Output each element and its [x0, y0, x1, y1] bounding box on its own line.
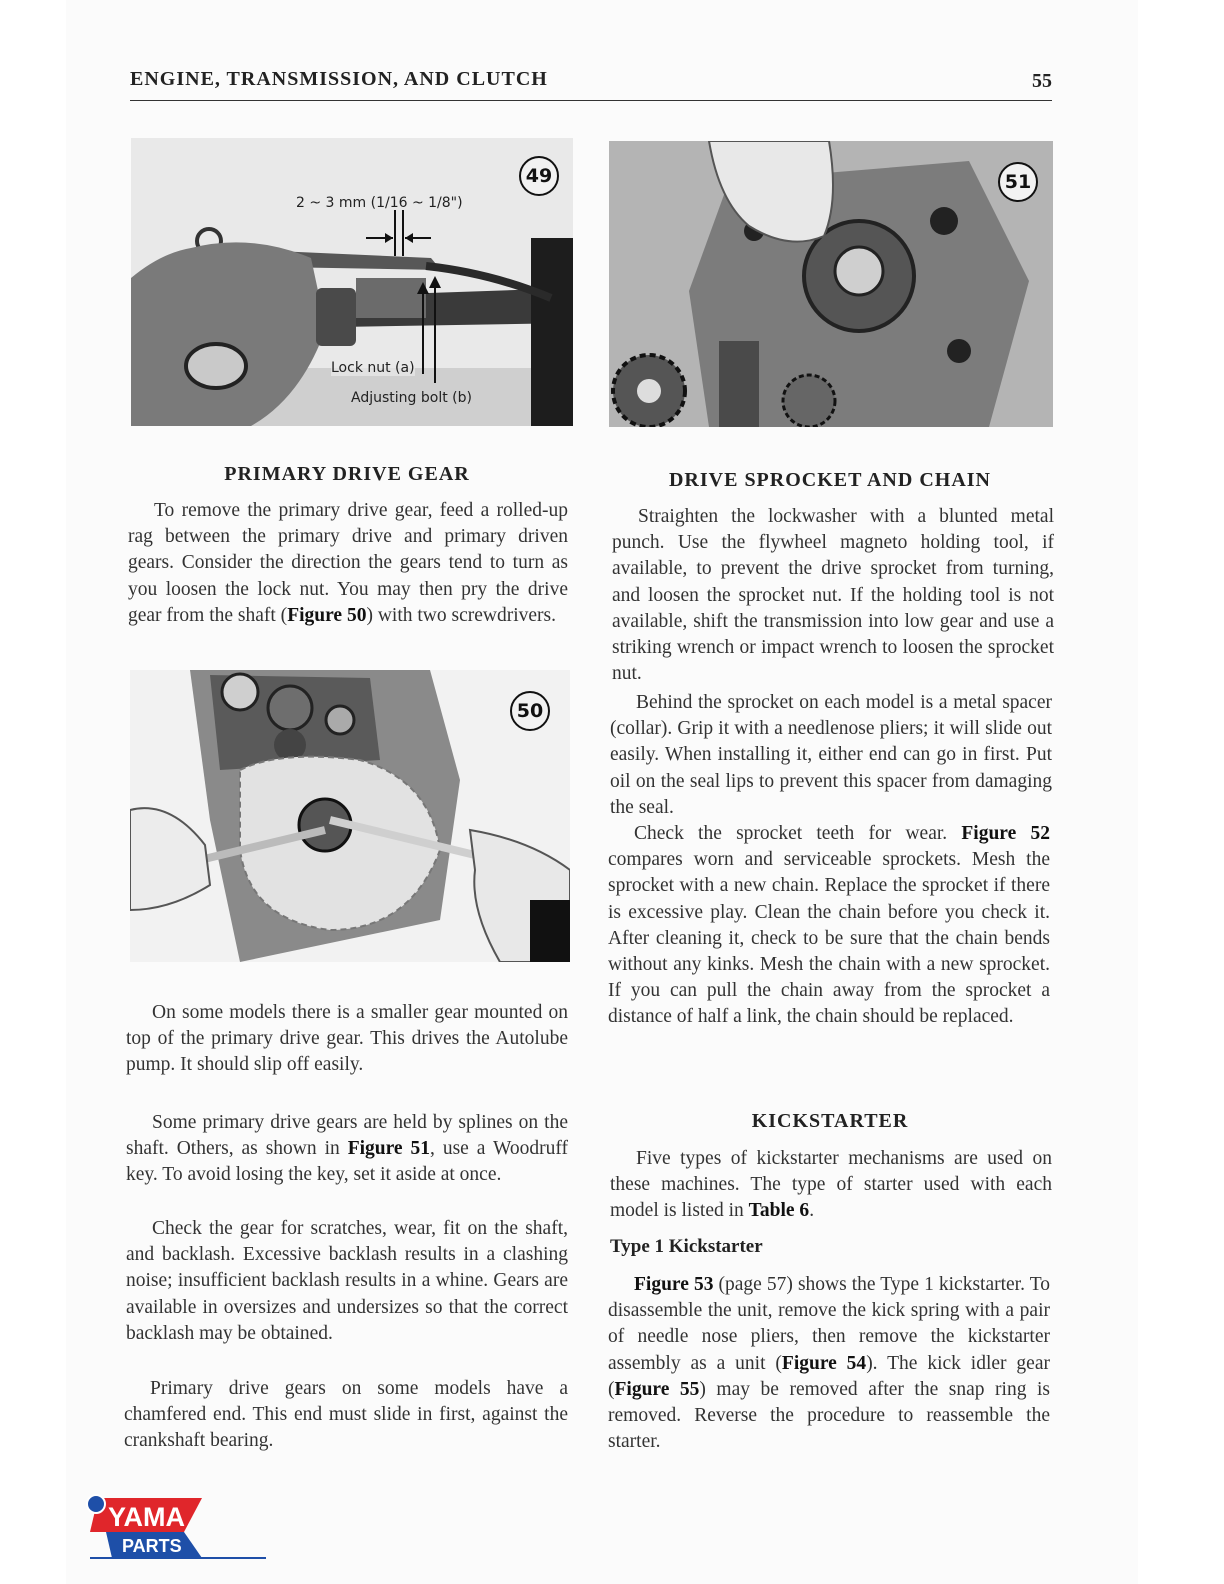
engine-case-sprocket-illustration	[609, 141, 1053, 427]
paragraph-kickstarter-types: Five types of kickstarter mechanisms are used on these machines. The type of starter used with each model is listed in Table 6.	[610, 1148, 1052, 1222]
paragraph-sprocket-wear-chain: Check the sprocket teeth for wear. Figure 52 compares worn and serviceable sprockets. Mesh the sprocket with a new chain. Replace the sprocket if there is excessive play. Clean the chain before you check it. After cleaning it, check to be sure that the chain bends without any kinks. Mesh the chain with a new sprocket. If you can pull the chain away from the sprocket a distance of half a link, the chain should be replaced.	[608, 823, 1050, 1028]
paragraph-primary-drive-removal: To remove the primary drive gear, feed a rolled-up rag between the primary drive and primary driven gears. Consider the direction the gears tend to turn as you loosen the lock nut. You may then pry the drive gear from the shaft (Figure 50) with two screwdrivers.	[128, 500, 568, 626]
table-6-reference: Table 6	[748, 1200, 810, 1222]
figure-55-reference: Figure 55	[614, 1378, 700, 1400]
logo-bottom-text: PARTS	[122, 1536, 182, 1556]
paragraph-backlash-check: Check the gear for scratches, wear, fit on the shaft, and backlash. Excessive backlash results in a clashing noise; insufficient backlash results in a whine. Gears are available in oversizes and undersizes so that the correct backlash may be obtained.	[126, 1218, 568, 1344]
lock-nut-label: Lock nut (a)	[331, 360, 415, 376]
figure-number-badge: 50	[510, 691, 550, 731]
figure-number-badge: 49	[519, 156, 559, 196]
figure-49-photo	[131, 138, 573, 426]
figure-53-reference: Figure 53	[634, 1274, 714, 1295]
gap-measurement-label: 2 ~ 3 mm (1/16 ~ 1/8")	[296, 195, 463, 211]
paragraph-autolube-gear: On some models there is a smaller gear mounted on top of the primary drive gear. This drives the Autolube pump. It should slip off easily.	[126, 1002, 568, 1076]
chapter-title: ENGINE, TRANSMISSION, AND CLUTCH	[130, 68, 548, 90]
running-header	[130, 66, 1052, 101]
logo-underline	[90, 1557, 266, 1559]
paragraph-type-1-disassembly: Figure 53 (page 57) shows the Type 1 kickstarter. To disassemble the unit, remove the kick spring with a pair of needle nose pliers, then remove the kickstarter assembly as a unit (Figure 54). The kick idler gear (Figure 55) may be removed after the snap ring is removed. Reverse the procedure to reassemble the starter.	[608, 1274, 1050, 1453]
handlebar-clutch-illustration	[131, 138, 573, 426]
page-number: 55	[1032, 70, 1052, 92]
subheading-type-1-kickstarter: Type 1 Kickstarter	[610, 1236, 763, 1257]
heading-primary-drive-gear: PRIMARY DRIVE GEAR	[224, 463, 470, 485]
heading-kickstarter: KICKSTARTER	[751, 1110, 909, 1132]
figure-54-reference: Figure 54	[781, 1352, 867, 1374]
logo-top-text: YAMA	[108, 1502, 186, 1532]
figure-50-photo	[130, 670, 570, 962]
figure-50-reference: Figure 50	[287, 604, 367, 626]
yamaparts-logo-graphic	[84, 1492, 204, 1558]
yamaparts-logo[interactable]	[84, 1492, 204, 1558]
adjusting-bolt-label: Adjusting bolt (b)	[351, 390, 472, 406]
paragraph-splines-woodruff: Some primary drive gears are held by splines on the shaft. Others, as shown in Figure 51, use a Woodruff key. To avoid losing the key, set it aside at once.	[126, 1112, 568, 1186]
paragraph-chamfered-end: Primary drive gears on some models have a chamfered end. This end must slide in first, against the crankshaft bearing.	[124, 1378, 568, 1452]
figure-51-photo	[609, 141, 1053, 427]
heading-drive-sprocket-chain: DRIVE SPROCKET AND CHAIN	[668, 469, 991, 491]
figure-52-reference: Figure 52	[961, 823, 1050, 844]
primary-gear-removal-illustration	[130, 670, 570, 962]
paragraph-metal-spacer: Behind the sprocket on each model is a metal spacer (collar). Grip it with a needlenose pliers; it will slide out easily. When installing it, either end can go in first. Put oil on the seal lips to prevent this spacer from damaging the seal.	[610, 692, 1052, 818]
figure-51-reference: Figure 51	[347, 1138, 431, 1160]
figure-number-badge: 51	[998, 162, 1038, 202]
paragraph-lockwasher-sprocket-nut: Straighten the lockwasher with a blunted metal punch. Use the flywheel magneto holding tool, if available, to prevent the drive sprocket from turning, and loosen the sprocket nut. If the holding tool is not available, shift the transmission into low gear and use a striking wrench or impact wrench to loosen the sprocket nut.	[612, 506, 1054, 685]
